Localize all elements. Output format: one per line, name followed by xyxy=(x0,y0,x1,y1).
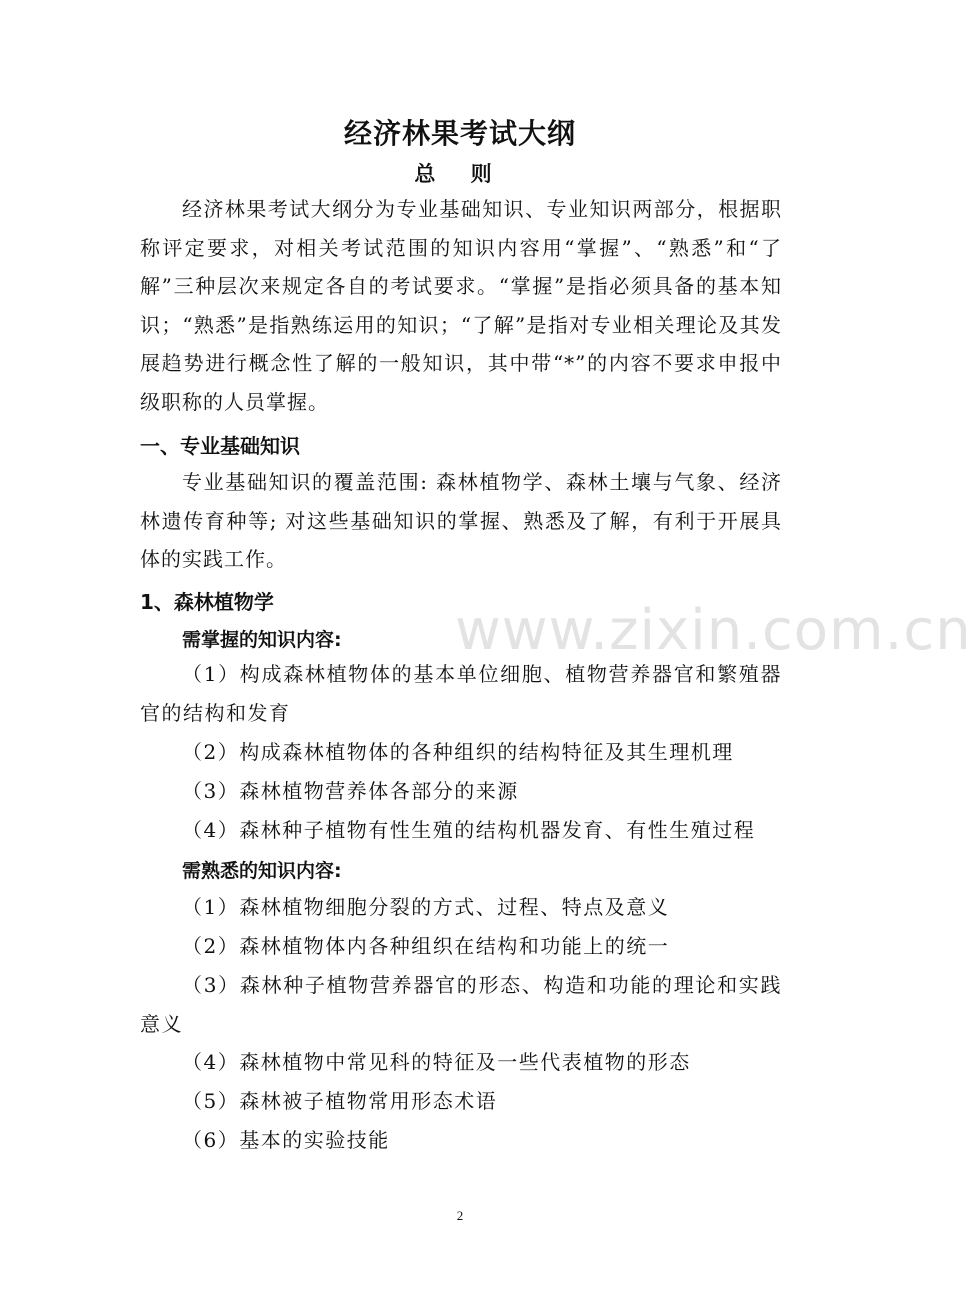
page-number: 2 xyxy=(456,1208,464,1223)
subsection-heading: 1、森林植物学 xyxy=(140,590,274,614)
list-item: （6）基本的实验技能 xyxy=(182,1128,390,1152)
list-item: （5）森林被子植物常用形态术语 xyxy=(182,1089,498,1113)
section-heading: 一、专业基础知识 xyxy=(140,434,300,458)
intro-paragraph: 经济林果考试大纲分为专业基础知识、专业知识两部分，根据职称评定要求，对相关考试范围的知识内容用“掌握”、“熟悉”和“了解”三种层次来规定各自的考试要求。“掌握”是指必须具备的基本知识；“熟悉”是指熟练运用的知识；“了解”是指对专业相关理论及其发展趋势进行概念性了解的一般知识，其中带“*”的内容不要求申报中级职称的人员掌握。 xyxy=(140,197,782,414)
list-item: （1）森林植物细胞分裂的方式、过程、特点及意义 xyxy=(182,895,670,919)
list-item: （1）构成森林植物体的基本单位细胞、植物营养器官和繁殖器官的结构和发育 xyxy=(140,662,782,725)
list-item: （2）构成森林植物体的各种组织的结构特征及其生理机理 xyxy=(182,740,734,764)
watermark: www.zixin.com.cn xyxy=(455,598,972,663)
section-paragraph: 专业基础知识的覆盖范围: 森林植物学、森林土壤与气象、经济林遗传育种等; 对这些基础知识的掌握、熟悉及了解，有利于开展具体的实践工作。 xyxy=(140,470,782,571)
familiar-heading: 需熟悉的知识内容: xyxy=(182,860,342,882)
master-heading: 需掌握的知识内容: xyxy=(182,629,342,651)
list-item: （3）森林种子植物营养器官的形态、构造和功能的理论和实践意义 xyxy=(140,973,782,1036)
list-item: （3）森林植物营养体各部分的来源 xyxy=(182,779,519,803)
list-item: （2）森林植物体内各种组织在结构和功能上的统一 xyxy=(182,934,670,958)
list-item: （4）森林种子植物有性生殖的结构机器发育、有性生殖过程 xyxy=(182,818,756,842)
document-title: 经济林果考试大纲 xyxy=(343,117,576,150)
list-item: （4）森林植物中常见科的特征及一些代表植物的形态 xyxy=(182,1050,691,1074)
section-subtitle: 总 则 xyxy=(414,162,506,186)
